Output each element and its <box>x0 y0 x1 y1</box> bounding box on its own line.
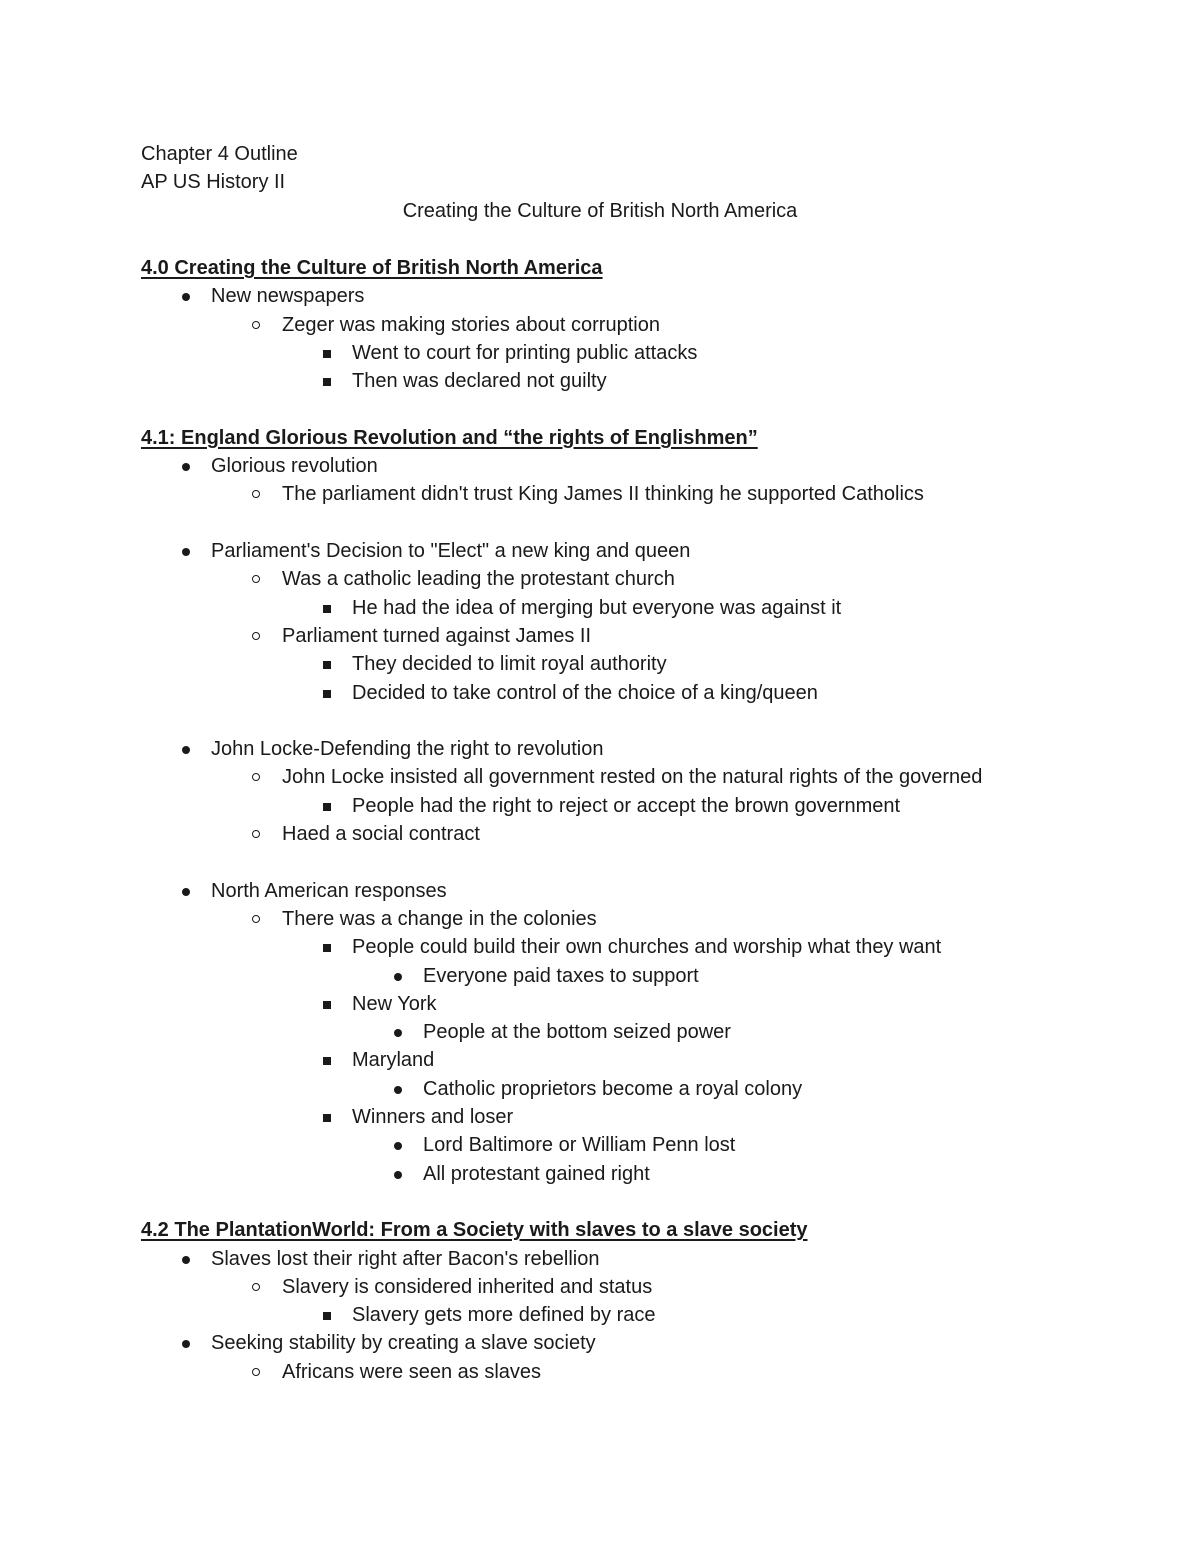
list-item-level-2 <box>282 905 597 933</box>
list-item-text: There was a change in the colonies <box>282 907 597 930</box>
list-item-level-2 <box>282 565 675 593</box>
list-item-text: Winners and loser <box>352 1106 514 1128</box>
list-item-level-1 <box>211 1329 596 1357</box>
list-item-level-1 <box>211 1245 599 1273</box>
list-item-text: Was a catholic leading the protestant church <box>282 568 675 591</box>
section-heading: 4.2 The PlantationWorld: From a Society with slaves to a slave society <box>141 1219 808 1242</box>
list-item-text: Haed a social contract <box>282 823 480 845</box>
list-item-text: People could build their own churches and worship what they want <box>352 936 942 959</box>
hollow-circle-bullet-icon <box>252 490 260 498</box>
list-item-text: Glorious revolution <box>211 455 378 478</box>
list-item-text: Decided to take control of the choice of a king/queen <box>352 681 818 704</box>
square-bullet-icon <box>323 1001 331 1009</box>
list-item-text: North American responses <box>211 879 447 902</box>
square-bullet-icon <box>323 1114 331 1122</box>
list-item-text: Parliament turned against James II <box>282 624 592 647</box>
list-item-level-2 <box>282 1358 541 1386</box>
list-item-level-3 <box>352 679 818 707</box>
square-bullet-icon <box>323 690 331 698</box>
square-bullet-icon <box>323 1057 331 1065</box>
list-item-level-3 <box>352 339 697 367</box>
list-item-level-3 <box>352 1046 434 1074</box>
square-bullet-icon <box>323 944 331 952</box>
filled-circle-bullet-icon <box>182 548 190 556</box>
hollow-circle-bullet-icon <box>252 575 260 583</box>
filled-circle-bullet-icon <box>182 746 190 754</box>
list-item-text: Everyone paid taxes to support <box>423 964 699 987</box>
list-item-text: New newspapers <box>211 285 365 308</box>
hollow-circle-bullet-icon <box>252 632 260 640</box>
list-item-level-2 <box>282 480 924 508</box>
square-bullet-icon <box>323 378 331 386</box>
square-bullet-icon <box>323 350 331 358</box>
hollow-circle-bullet-icon <box>252 321 260 329</box>
list-item-level-4 <box>423 1018 731 1046</box>
list-item-level-2 <box>282 311 660 339</box>
list-item-level-4 <box>423 1160 650 1188</box>
course-name: AP US History II <box>141 171 286 193</box>
hollow-circle-bullet-icon <box>252 830 260 838</box>
list-item-text: All protestant gained right <box>423 1162 650 1185</box>
list-item-level-3 <box>352 367 607 395</box>
list-item-text: John Locke insisted all government rested on the natural rights of the governed <box>282 766 983 789</box>
filled-circle-bullet-icon <box>182 888 190 896</box>
square-bullet-icon <box>323 803 331 811</box>
list-item-text: Parliament's Decision to "Elect" a new king and queen <box>211 540 691 562</box>
list-item-text: Slaves lost their right after Bacon's rebellion <box>211 1247 600 1270</box>
list-item-level-1 <box>211 735 603 763</box>
list-item-level-3 <box>352 990 437 1018</box>
list-item-text: Slavery gets more defined by race <box>352 1304 656 1327</box>
list-item-text: Zeger was making stories about corruption <box>282 313 660 336</box>
list-item-level-3 <box>352 792 900 820</box>
list-item-level-2 <box>282 1273 652 1301</box>
hollow-circle-bullet-icon <box>252 773 260 781</box>
document-title: Chapter 4 Outline <box>141 143 298 165</box>
list-item-level-3 <box>352 933 941 961</box>
list-item-level-1 <box>211 877 447 905</box>
list-item-level-2 <box>282 622 591 650</box>
filled-circle-bullet-icon <box>394 1029 402 1037</box>
filled-circle-bullet-icon <box>182 1340 190 1348</box>
filled-circle-bullet-icon <box>394 973 402 981</box>
list-item-text: Catholic proprietors become a royal colony <box>423 1077 803 1100</box>
list-item-text: Lord Baltimore or William Penn lost <box>423 1134 736 1157</box>
list-item-level-3 <box>352 1301 656 1329</box>
list-item-level-3 <box>352 650 667 678</box>
list-item-level-3 <box>352 594 841 622</box>
list-item-text: Seeking stability by creating a slave society <box>211 1332 596 1355</box>
list-item-level-4 <box>423 1131 735 1159</box>
hollow-circle-bullet-icon <box>252 915 260 923</box>
list-item-text: People had the right to reject or accept the brown government <box>352 794 901 817</box>
list-item-text: Africans were seen as slaves <box>282 1360 542 1383</box>
list-item-text: He had the idea of merging but everyone was against it <box>352 596 842 619</box>
list-item-text: John Locke-Defending the right to revolution <box>211 738 604 761</box>
square-bullet-icon <box>323 1312 331 1320</box>
list-item-text: Maryland <box>352 1049 435 1072</box>
list-item-level-1 <box>211 282 364 310</box>
list-item-level-4 <box>423 1075 802 1103</box>
section-heading: 4.0 Creating the Culture of British North America <box>141 257 603 279</box>
list-item-text: Went to court for printing public attacks <box>352 341 698 364</box>
list-item-text: People at the bottom seized power <box>423 1021 731 1044</box>
square-bullet-icon <box>323 661 331 669</box>
square-bullet-icon <box>323 605 331 613</box>
filled-circle-bullet-icon <box>394 1142 402 1150</box>
filled-circle-bullet-icon <box>182 463 190 471</box>
list-item-level-1 <box>211 537 690 565</box>
document-subtitle: Creating the Culture of British North America <box>402 200 798 222</box>
list-item-level-2 <box>282 763 982 791</box>
section-heading: 4.1: England Glorious Revolution and “the rights of Englishmen” <box>141 426 758 449</box>
list-item-text: New York <box>352 992 437 1015</box>
list-item-level-1 <box>211 452 378 480</box>
list-item-level-2 <box>282 820 480 848</box>
list-item-level-4 <box>423 962 699 990</box>
list-item-text: The parliament didn't trust King James II thinking he supported Catholics <box>282 483 924 506</box>
filled-circle-bullet-icon <box>182 1256 190 1264</box>
filled-circle-bullet-icon <box>182 293 190 301</box>
hollow-circle-bullet-icon <box>252 1283 260 1291</box>
list-item-text: Slavery is considered inherited and status <box>282 1275 653 1298</box>
list-item-level-3 <box>352 1103 513 1131</box>
filled-circle-bullet-icon <box>394 1171 402 1179</box>
filled-circle-bullet-icon <box>394 1086 402 1094</box>
list-item-text: Then was declared not guilty <box>352 370 607 393</box>
hollow-circle-bullet-icon <box>252 1368 260 1376</box>
list-item-text: They decided to limit royal authority <box>352 653 667 676</box>
